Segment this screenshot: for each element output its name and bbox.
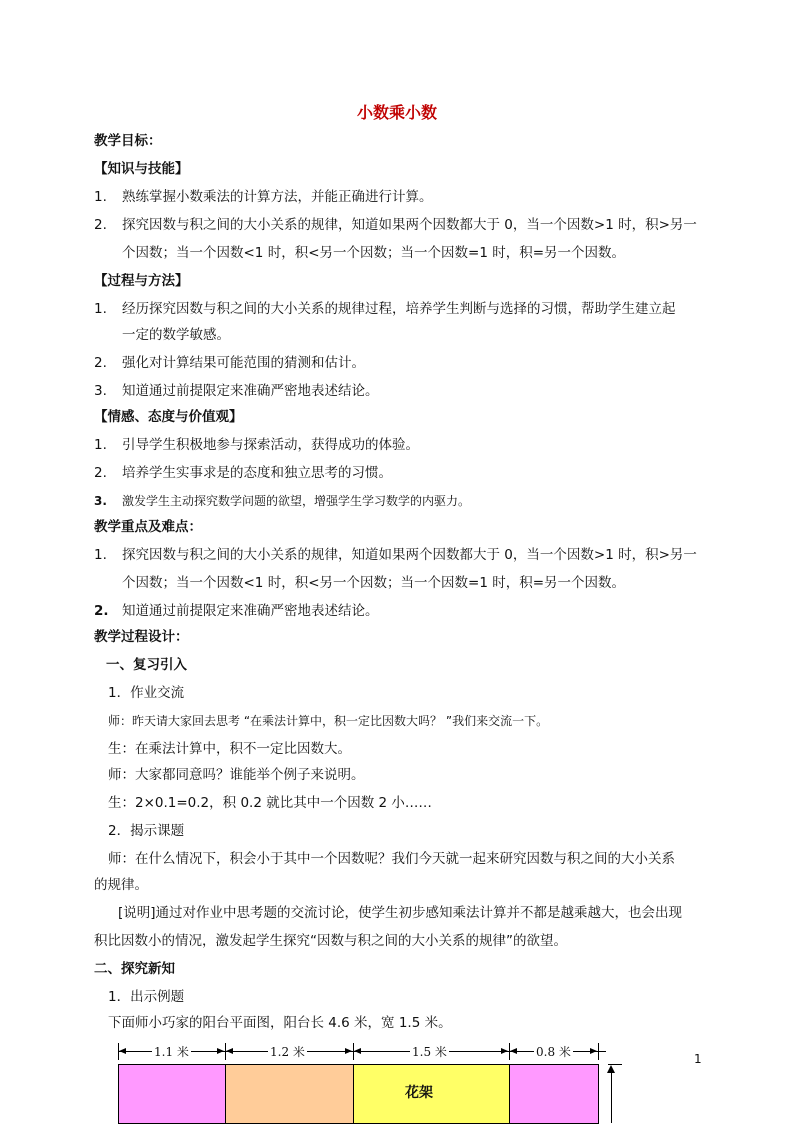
list-item-continuation: 个因数；当一个因数<1 时，积<另一个因数；当一个因数=1 时，积=另一个因数。 (122, 575, 626, 591)
list-item: 3. 知道通过前提限定来准确严密地表述结论。 (94, 383, 379, 399)
arrow-left-icon (354, 1048, 361, 1054)
paragraph: 下面师小巧家的阳台平面图，阳台长 4.6 米，宽 1.5 米。 (108, 1015, 452, 1031)
list-item: 2. 培养学生实事求是的态度和独立思考的习惯。 (94, 465, 392, 481)
list-item: 2. 强化对计算结果可能范围的猜测和估计。 (94, 355, 365, 371)
subsection-heading: 1．出示例题 (108, 989, 185, 1005)
balcony-section-pink (509, 1064, 599, 1124)
paragraph: 生：2×0.1=0.2，积 0.2 就比其中一个因数 2 小…… (108, 795, 432, 811)
width-dimension-line (611, 1070, 612, 1123)
dimension-tick (598, 1043, 599, 1060)
section-heading-explore: 二、探究新知 (94, 961, 175, 977)
paragraph: 师：大家都同意吗？谁能举个例子来说明。 (108, 767, 365, 783)
section-heading-review: 一、复习引入 (106, 657, 187, 673)
dimension-label: 1.2 米 (270, 1045, 305, 1059)
heading-key-points: 教学重点及难点： (94, 519, 202, 535)
flower-rack-label: 花架 (405, 1085, 433, 1101)
subsection-heading: 2．揭示课题 (108, 823, 185, 839)
arrow-right-icon (501, 1048, 508, 1054)
arrow-left-icon (510, 1048, 517, 1054)
paragraph-continuation: 的规律。 (94, 877, 148, 893)
page-number: 1 (694, 1052, 702, 1066)
dimension-label: 0.8 米 (536, 1045, 571, 1059)
subsection-heading: 1．作业交流 (108, 685, 185, 701)
heading-knowledge-skills: 【知识与技能】 (94, 161, 189, 177)
note-paragraph: [说明]通过对作业中思考题的交流讨论，使学生初步感知乘法计算并不都是越乘越大，也会出现 (118, 905, 683, 921)
arrow-right-icon (345, 1048, 352, 1054)
list-item: 2. 探究因数与积之间的大小关系的规律，知道如果两个因数都大于 0，当一个因数>1 时，积>另一 (94, 217, 697, 233)
list-item: 1. 探究因数与积之间的大小关系的规律，知道如果两个因数都大于 0，当一个因数>1 时，积>另一 (94, 547, 697, 563)
paragraph: 生：在乘法计算中，积不一定比因数大。 (108, 741, 351, 757)
dimension-label: 1.5 米 (412, 1045, 447, 1059)
dimension-label: 1.1 米 (154, 1045, 189, 1059)
document-title: 小数乘小数 (356, 103, 437, 122)
list-item-continuation: 一定的数学敏感。 (122, 327, 230, 343)
list-item: 1. 熟练掌握小数乘法的计算方法，并能正确进行计算。 (94, 189, 433, 205)
list-item: 1. 引导学生积极地参与探索活动，获得成功的体验。 (94, 437, 419, 453)
list-item-continuation: 个因数；当一个因数<1 时，积<另一个因数；当一个因数=1 时，积=另一个因数。 (122, 245, 626, 261)
dimension-line (118, 1051, 606, 1052)
heading-emotion-values: 【情感、态度与价值观】 (94, 409, 243, 425)
note-paragraph-continuation: 积比因数小的情况，激发起学生探究“因数与积之间的大小关系的规律”的欲望。 (94, 933, 567, 949)
flower-rack-section (353, 1064, 510, 1124)
balcony-section-pink (118, 1064, 226, 1124)
heading-process-methods: 【过程与方法】 (94, 273, 189, 289)
arrow-left-icon (226, 1048, 233, 1054)
balcony-section-peach (225, 1064, 354, 1124)
list-item: 2. 知道通过前提限定来准确严密地表述结论。 (94, 603, 379, 619)
list-item: 3. 激发学生主动探究数学问题的欲望，增强学生学习数学的内驱力。 (94, 494, 471, 508)
arrow-right-icon (217, 1048, 224, 1054)
list-item: 1. 经历探究因数与积之间的大小关系的规律过程，培养学生判断与选择的习惯，帮助学生建立起 (94, 301, 676, 317)
balcony-plan-diagram (110, 1040, 630, 1123)
paragraph: 师：昨天请大家回去思考 “在乘法计算中，积一定比因数大吗？ ”我们来交流一下。 (108, 714, 549, 728)
heading-teaching-goals: 教学目标： (94, 133, 162, 149)
heading-process-design: 教学过程设计： (94, 629, 189, 645)
arrow-right-icon (590, 1048, 597, 1054)
arrow-left-icon (119, 1048, 126, 1054)
paragraph: 师：在什么情况下，积会小于其中一个因数呢？我们今天就一起来研究因数与积之间的大小关系 (108, 851, 675, 867)
